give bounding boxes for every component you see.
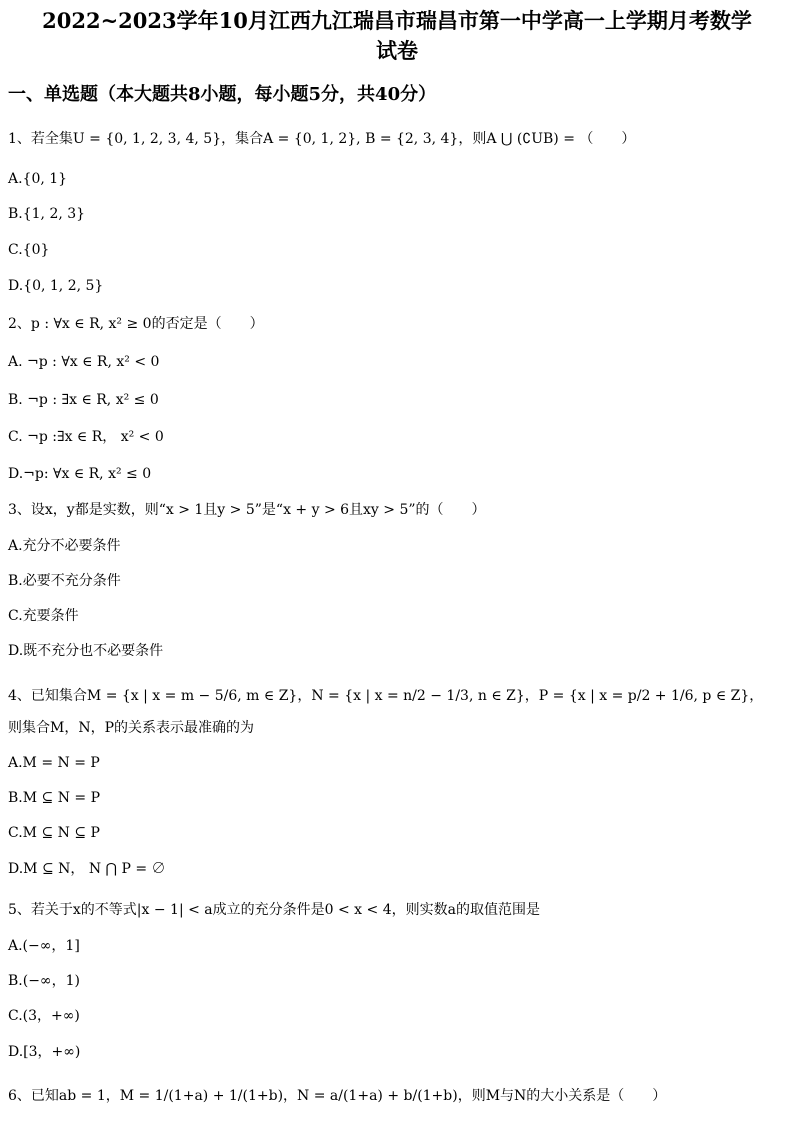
exam-title-continued: 试卷 — [376, 38, 418, 63]
section-heading: 一、单选题（本大题共8小题，每小题5分，共40分） — [8, 84, 437, 105]
question-3-option-c: C.充要条件 — [8, 608, 79, 624]
question-3-option-a: A.充分不必要条件 — [8, 538, 121, 554]
question-5-option-b: B.(−∞，1) — [8, 973, 80, 989]
question-1-option-c: C.{0} — [8, 242, 50, 258]
question-2-stem: 2、p : ∀x ∈ R, x² ≥ 0的否定是（ ） — [8, 316, 264, 332]
question-2-option-d: D.¬p: ∀x ∈ R, x² ≤ 0 — [8, 466, 152, 482]
question-2-option-c: C. ¬p :∃x ∈ R， x² < 0 — [8, 429, 164, 445]
question-5-option-a: A.(−∞，1] — [8, 938, 80, 954]
question-6-stem: 6、已知ab = 1，M = 1/(1+a) + 1/(1+b)，N = a/(1+a) + b/(1+b)，则M与N的大小关系是（ ） — [8, 1088, 667, 1104]
question-4-option-b: B.M ⊆ N = P — [8, 790, 101, 806]
question-1-stem: 1、若全集U = {0, 1, 2, 3, 4, 5}，集合A = {0, 1, 2}, B = {2, 3, 4}，则A ⋃ (∁UB) = （ ） — [8, 131, 636, 147]
question-2-option-a: A. ¬p : ∀x ∈ R, x² < 0 — [8, 354, 160, 370]
question-5-option-c: C.(3，+∞) — [8, 1008, 80, 1024]
question-1-option-d: D.{0, 1, 2, 5} — [8, 278, 104, 294]
question-3-stem: 3、设x，y都是实数，则“x > 1且y > 5”是“x + y > 6且xy > 5”的（ ） — [8, 502, 486, 518]
question-1-option-b: B.{1, 2, 3} — [8, 206, 86, 222]
question-5-option-d: D.[3，+∞) — [8, 1044, 81, 1060]
question-3-option-d: D.既不充分也不必要条件 — [8, 643, 164, 659]
question-4-stem: 4、已知集合M = {x | x = m − 5/6, m ∈ Z}，N = {x | x = n/2 − 1/3, n ∈ Z}，P = {x | x = p/2 + 1/6, p ∈ Z}， — [8, 688, 764, 704]
question-1-option-a: A.{0, 1} — [8, 171, 68, 187]
question-4-option-c: C.M ⊆ N ⊆ P — [8, 825, 100, 841]
question-4-stem-continued: 则集合M，N，P的关系表示最准确的为 — [8, 720, 255, 736]
question-4-option-a: A.M = N = P — [8, 755, 100, 771]
question-5-stem: 5、若关于x的不等式|x − 1| < a成立的充分条件是0 < x < 4，则实数a的取值范围是 — [8, 902, 540, 918]
question-2-option-b: B. ¬p : ∃x ∈ R, x² ≤ 0 — [8, 392, 159, 408]
exam-title: 2022~2023学年10月江西九江瑞昌市瑞昌市第一中学高一上学期月考数学 — [42, 8, 752, 33]
question-3-option-b: B.必要不充分条件 — [8, 573, 121, 589]
question-4-option-d: D.M ⊆ N， N ⋂ P = ∅ — [8, 861, 166, 877]
